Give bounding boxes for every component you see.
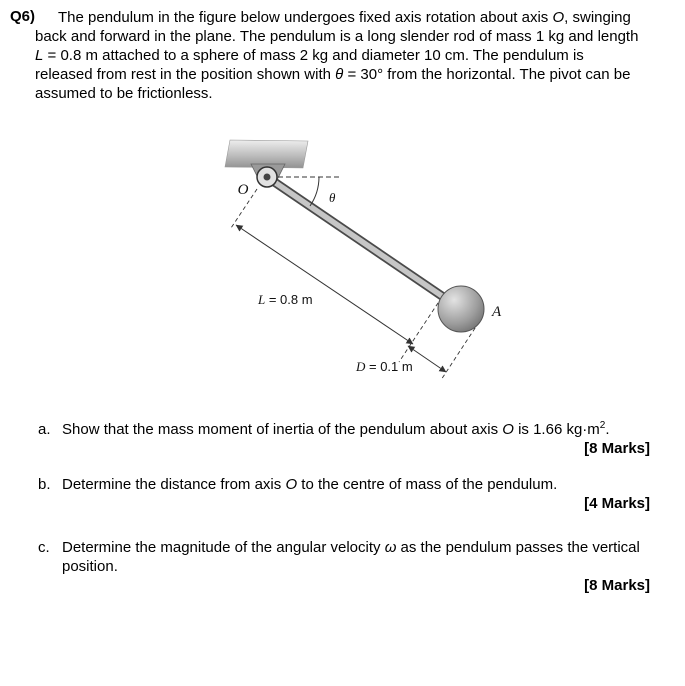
length-label	[257, 292, 313, 307]
part-b-marks: [4 Marks]	[584, 495, 650, 512]
part-a-row	[38, 420, 650, 439]
part-a	[38, 420, 650, 458]
part-c	[38, 538, 650, 595]
sphere-label: A	[492, 304, 502, 320]
diameter-label	[355, 359, 413, 374]
length-symbol: L	[258, 292, 266, 307]
pivot-label: O	[237, 182, 249, 198]
angle-arc	[310, 177, 319, 206]
diameter-symbol: D	[356, 359, 366, 374]
part-c-letter: c.	[38, 539, 50, 556]
part-c-row	[38, 538, 650, 576]
rod	[267, 177, 461, 309]
diameter-dimension-line	[408, 346, 446, 372]
extension-sphere-near	[399, 297, 442, 362]
sphere	[438, 286, 484, 332]
figure-svg	[0, 125, 685, 393]
question-block	[0, 0, 685, 103]
part-a-text: Show that the mass moment of inertia of the pendulum about axis O is 1.66 $kg\cdot m^2$.	[62, 420, 610, 438]
part-b-row	[38, 475, 650, 494]
question-text: The pendulum in the figure below undergoes fixed axis rotation about axis O, swinging back and forward in the plane. The pendulum is a long slender rod of mass 1 kg and length L = 0.8 m attached to a sphere of mass 2 kg and diameter 10 cm. The pendulum is released from rest in the position shown with θ = 30° from the horizontal. The pivot can be assumed to be frictionless.	[35, 9, 639, 102]
length-dimension-line	[236, 225, 413, 344]
part-b-letter: b.	[38, 476, 51, 493]
length-value: = 0.8 m	[265, 292, 313, 307]
part-c-text: Determine the magnitude of the angular velocity ω as the pendulum passes the vertical position.	[62, 539, 640, 575]
pendulum-figure	[0, 125, 685, 393]
part-b-text: Determine the distance from axis O to the centre of mass of the pendulum.	[62, 476, 558, 493]
part-b	[38, 475, 650, 513]
angle-label: θ	[329, 190, 336, 205]
part-c-marks: [8 Marks]	[584, 577, 650, 594]
diameter-value: = 0.1 m	[365, 359, 413, 374]
pivot-pin	[264, 174, 271, 181]
part-a-letter: a.	[38, 421, 51, 438]
question-parts	[38, 420, 650, 595]
part-a-marks: [8 Marks]	[584, 440, 650, 457]
question-number: Q6)	[10, 8, 36, 25]
